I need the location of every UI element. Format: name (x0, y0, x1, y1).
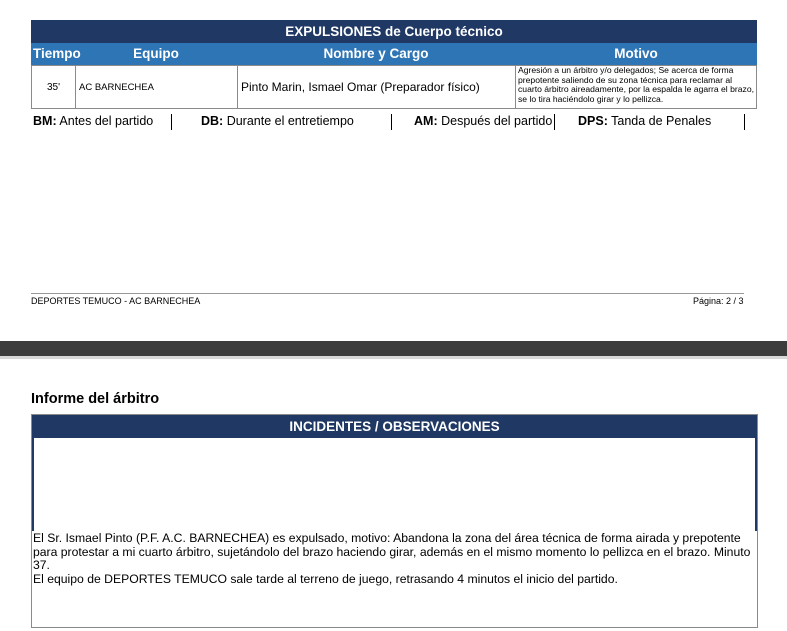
legend-text: Antes del partido (59, 114, 154, 128)
legend-text: Tanda de Penales (611, 114, 712, 128)
table-row (31, 65, 757, 109)
legend-text: Después del partido (441, 114, 553, 128)
footer-match: DEPORTES TEMUCO - AC BARNECHEA (31, 296, 201, 306)
legend-dps (578, 114, 711, 128)
header-tiempo: Tiempo (33, 46, 81, 61)
page-separator (0, 341, 787, 356)
legend-code: DPS: (578, 114, 608, 128)
page-separator-shadow (0, 356, 787, 359)
incidentes-blank-area (32, 438, 757, 531)
section-title: Informe del árbitro (31, 391, 160, 407)
legend-divider (171, 114, 172, 130)
expulsiones-header-row (31, 43, 757, 65)
header-motivo: Motivo (614, 46, 658, 61)
legend-am (414, 114, 552, 128)
cell-tiempo: 35' (32, 66, 76, 108)
incidente-paragraph: El equipo de DEPORTES TEMUCO sale tarde al terreno de juego, retrasando 4 minutos el inicio del partido. (33, 571, 618, 586)
legend-divider (554, 114, 555, 130)
legend-divider (744, 114, 745, 130)
legend-code: AM: (414, 114, 438, 128)
header-nombre: Nombre y Cargo (323, 46, 429, 61)
header-equipo: Equipo (133, 46, 179, 61)
footer-page-number: Página: 2 / 3 (693, 296, 744, 306)
footer-divider (31, 293, 744, 294)
legend-bm (33, 114, 153, 128)
legend-db (201, 114, 354, 128)
legend-divider (391, 114, 392, 130)
legend-text: Durante el entretiempo (226, 114, 354, 128)
cell-motivo: Agresión a un árbitro y/o delegados; Se acerca de forma prepotente saliendo de su zona técnica para reclamar al cuarto árbitro aireadamente, por la espalda le agarra el brazo, se lo tira haciéndolo girar y lo pellizca. (518, 66, 754, 104)
cell-equipo: AC BARNECHEA (76, 66, 238, 108)
cell-nombre: Pinto Marin, Ismael Omar (Preparador físico) (238, 66, 516, 108)
legend-code: DB: (201, 114, 224, 128)
expulsiones-title: EXPULSIONES de Cuerpo técnico (31, 20, 757, 43)
legend-code: BM: (33, 114, 57, 128)
incidentes-text (33, 532, 755, 586)
incidentes-header: INCIDENTES / OBSERVACIONES (32, 415, 757, 438)
incidente-paragraph: El Sr. Ismael Pinto (P.F. A.C. BARNECHEA) es expulsado, motivo: Abandona la zona del área técnica de forma airada y prepotente para protestar a mi cuarto árbitro, sujetándolo del brazo haciendo girar, además en el mismo momento lo pellizca en el brazo. Minuto 37. (33, 531, 751, 573)
